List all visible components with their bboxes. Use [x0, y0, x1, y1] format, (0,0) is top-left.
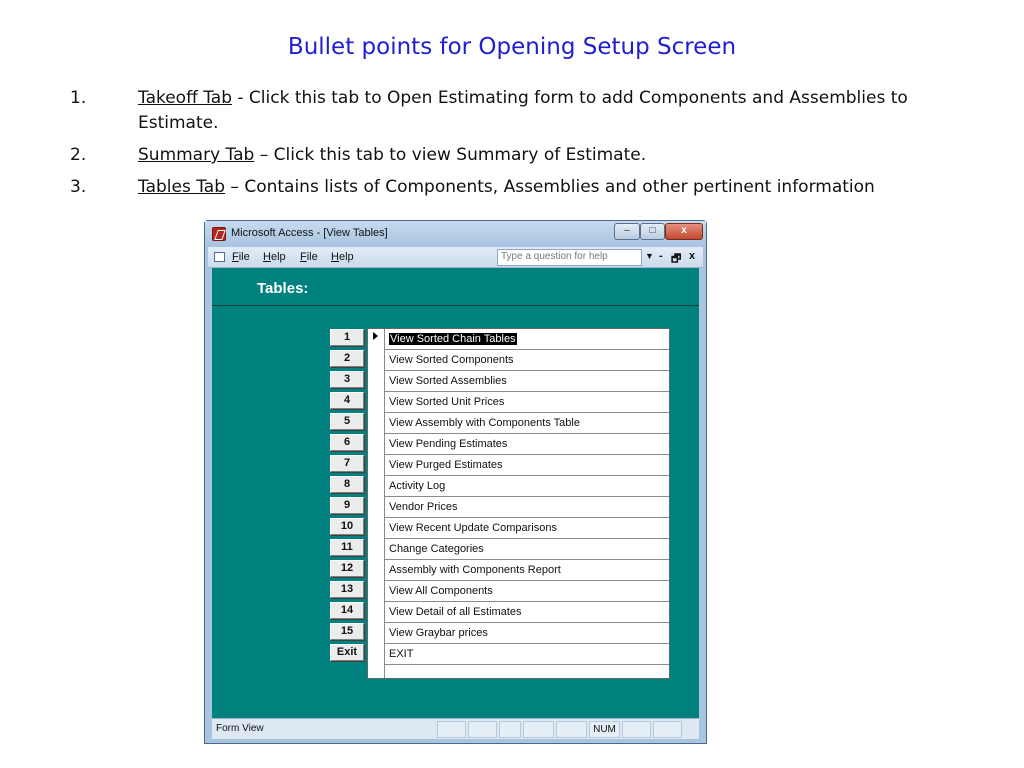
table-button-12[interactable]: 12	[330, 560, 364, 577]
table-button-1[interactable]: 1	[330, 329, 364, 346]
list-item[interactable]: View Sorted Chain Tables	[385, 329, 669, 350]
table-button-11[interactable]: 11	[330, 539, 364, 556]
access-app-icon	[212, 227, 226, 241]
table-button-15[interactable]: 15	[330, 623, 364, 640]
menu-file[interactable]: File	[232, 251, 250, 263]
bullet-list	[70, 86, 990, 207]
table-button-7[interactable]: 7	[330, 455, 364, 472]
list-item[interactable]: View Pending Estimates	[385, 434, 669, 455]
status-cell	[622, 721, 651, 738]
table-button-4[interactable]: 4	[330, 392, 364, 409]
bullet-number: 3.	[70, 177, 87, 197]
tables-list	[367, 328, 670, 679]
status-cell	[556, 721, 587, 738]
num-lock-indicator: NUM	[589, 721, 620, 738]
menu-file-2[interactable]: File	[300, 251, 318, 263]
help-search-input[interactable]: Type a question for help	[497, 249, 642, 266]
bullet-text: – Click this tab to view Summary of Estimate.	[254, 145, 647, 165]
list-item[interactable]: View Graybar prices	[385, 623, 669, 644]
window-titlebar[interactable]	[205, 221, 706, 247]
bullet-link-tables-tab[interactable]: Tables Tab	[138, 177, 226, 197]
status-cell	[468, 721, 497, 738]
table-button-10[interactable]: 10	[330, 518, 364, 535]
exit-button[interactable]: Exit	[330, 644, 364, 661]
record-selector-column[interactable]	[368, 329, 385, 678]
mdi-close-button[interactable]: x	[689, 250, 696, 262]
bullet-number: 1.	[70, 88, 87, 108]
table-button-14[interactable]: 14	[330, 602, 364, 619]
menu-help[interactable]: Help	[263, 251, 286, 263]
table-button-9[interactable]: 9	[330, 497, 364, 514]
mdi-minimize-button[interactable]: -	[659, 250, 663, 262]
form-title: Tables:	[257, 280, 309, 297]
slide-title: Bullet points for Opening Setup Screen	[287, 34, 737, 60]
bullet-item	[70, 143, 990, 168]
list-item[interactable]: Vendor Prices	[385, 497, 669, 518]
status-cell	[653, 721, 682, 738]
status-cell	[499, 721, 521, 738]
list-item[interactable]: View Purged Estimates	[385, 455, 669, 476]
bullet-number: 2.	[70, 145, 87, 165]
bullet-link-takeoff-tab[interactable]: Takeoff Tab	[138, 88, 232, 108]
chevron-down-icon[interactable]: ▼	[645, 251, 654, 261]
list-item[interactable]: View Sorted Assemblies	[385, 371, 669, 392]
table-button-8[interactable]: 8	[330, 476, 364, 493]
status-bar	[212, 718, 699, 739]
bullet-link-summary-tab[interactable]: Summary Tab	[138, 145, 255, 165]
mdi-restore-button[interactable]: 🗗	[671, 253, 682, 265]
maximize-button[interactable]: □	[640, 223, 665, 240]
record-pointer-icon	[373, 332, 378, 340]
list-item[interactable]: EXIT	[385, 644, 669, 665]
status-cell	[523, 721, 554, 738]
list-item[interactable]: Activity Log	[385, 476, 669, 497]
access-window	[204, 220, 707, 744]
menu-help-2[interactable]: Help	[331, 251, 354, 263]
list-item[interactable]: View Recent Update Comparisons	[385, 518, 669, 539]
list-item[interactable]: Change Categories	[385, 539, 669, 560]
bullet-text: – Contains lists of Components, Assemblies and other pertinent information	[225, 177, 875, 197]
bullet-item	[70, 86, 990, 136]
bullet-text: - Click this tab to Open Estimating form to add Components and Assemblies to Estimate.	[138, 88, 908, 133]
close-button[interactable]: x	[665, 223, 703, 240]
list-item[interactable]: View Sorted Components	[385, 350, 669, 371]
menu-bar	[208, 247, 703, 268]
list-item[interactable]: Assembly with Components Report	[385, 560, 669, 581]
list-item[interactable]: View Assembly with Components Table	[385, 413, 669, 434]
tables-form	[212, 268, 699, 718]
status-text: Form View	[216, 723, 264, 734]
form-header	[212, 268, 699, 306]
list-item[interactable]: View Detail of all Estimates	[385, 602, 669, 623]
table-button-3[interactable]: 3	[330, 371, 364, 388]
minimize-button[interactable]: –	[614, 223, 640, 240]
status-cell	[437, 721, 466, 738]
table-button-6[interactable]: 6	[330, 434, 364, 451]
list-item[interactable]: View Sorted Unit Prices	[385, 392, 669, 413]
table-button-5[interactable]: 5	[330, 413, 364, 430]
bullet-item	[70, 175, 990, 200]
list-item[interactable]: View All Components	[385, 581, 669, 602]
window-title: Microsoft Access - [View Tables]	[231, 227, 388, 239]
document-icon[interactable]	[214, 252, 225, 262]
table-button-2[interactable]: 2	[330, 350, 364, 367]
table-button-13[interactable]: 13	[330, 581, 364, 598]
